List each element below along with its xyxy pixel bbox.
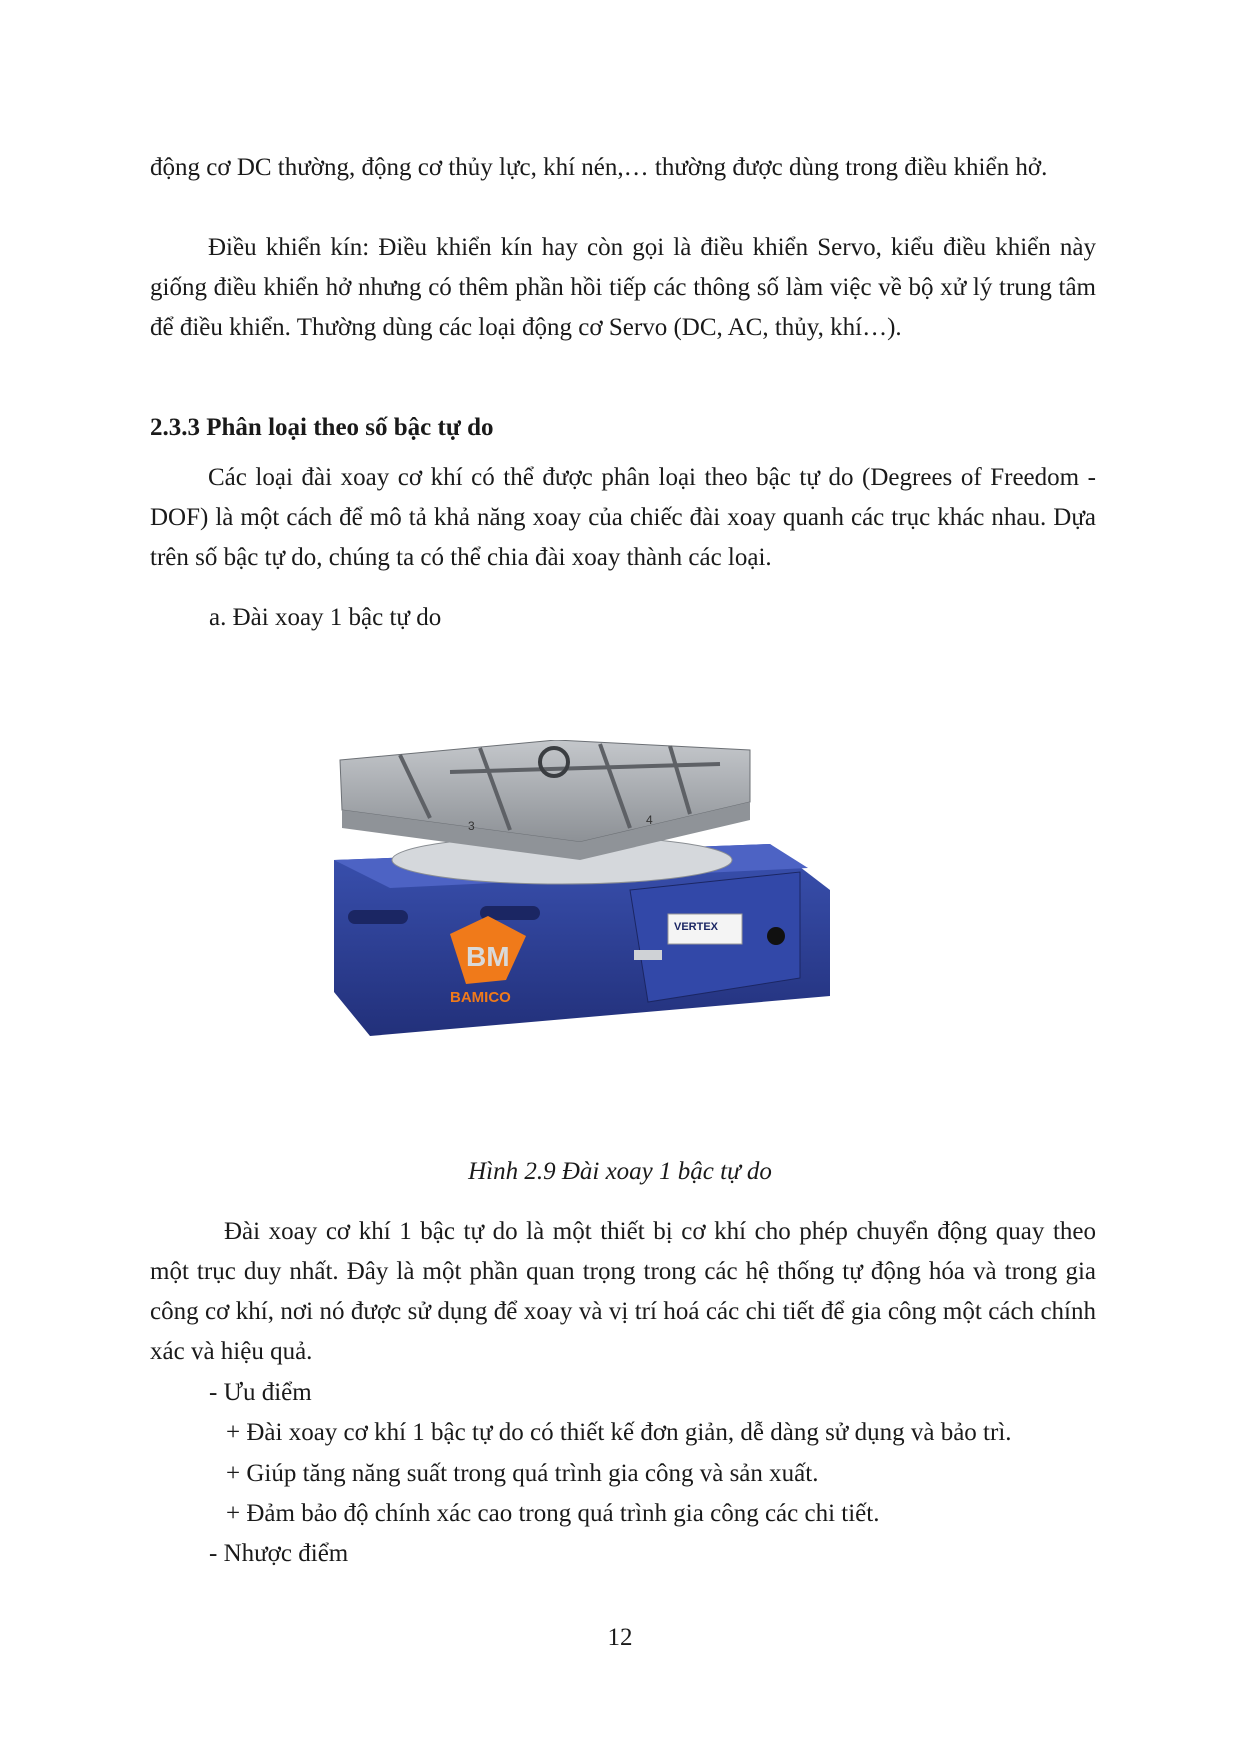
closed-loop-paragraph-block [150,228,1096,348]
rotary-table-figure [330,740,900,1040]
subheading-a: a. Đài xoay 1 bậc tự do [209,604,442,631]
dof-paragraph-block [150,458,1096,578]
advantage-item-2: + Giúp tăng năng suất trong quá trình gia công và sản xuất. [226,1460,819,1487]
page-number: 12 [607,1624,633,1651]
intro-paragraph-block [150,148,1096,188]
air-fitting [634,950,662,960]
slot-marker-4: 4 [646,813,653,827]
section-heading: 2.3.3 Phân loại theo số bậc tự do [150,414,494,441]
disadvantages-label: - Nhược điểm [209,1540,349,1567]
advantage-item-1: + Đài xoay cơ khí 1 bậc tự do có thiết kế đơn giản, dễ dàng sử dụng và bảo trì. [226,1419,1012,1446]
description-paragraph: Đài xoay cơ khí 1 bậc tự do là một thiết bị cơ khí cho phép chuyển động quay theo một trục duy nhất. Đây là một phần quan trọng trong các hệ thống tự động hóa và trong gia công cơ khí, nơi nó được sử dụng để xoay và vị trí hoá các chi tiết để gia công một cách chính xác và hiệu quả. [150,1218,1096,1365]
base-slot-left [348,910,408,924]
dof-paragraph: Các loại đài xoay cơ khí có thể được phân loại theo bậc tự do (Degrees of Freedom - DOF) là một cách để mô tả khả năng xoay của chiếc đài xoay quanh các trục khác nhau. Dựa trên số bậc tự do, chúng ta có thể chia đài xoay thành các loại. [150,464,1096,571]
description-paragraph-block [150,1212,1096,1372]
figure-caption: Hình 2.9 Đài xoay 1 bậc tự do [468,1158,772,1185]
vertex-label: VERTEX [674,921,719,933]
bamico-logo-letters: BM [466,941,510,972]
bamico-watermark: BAMICO [450,989,511,1006]
intro-paragraph: động cơ DC thường, động cơ thủy lực, khí nén,… thường được dùng trong điều khiển hở. [150,154,1048,181]
advantage-item-3: + Đảm bảo độ chính xác cao trong quá trình gia công các chi tiết. [226,1500,880,1527]
slot-marker-3: 3 [468,819,475,833]
locking-knob [767,927,785,945]
closed-loop-paragraph: Điều khiển kín: Điều khiển kín hay còn gọi là điều khiển Servo, kiểu điều khiển này giống điều khiển hở nhưng có thêm phần hồi tiếp các thông số làm việc về bộ xử lý trung tâm để điều khiển. Thường dùng các loại động cơ Servo (DC, AC, thủy, khí…). [150,234,1096,341]
advantages-label: - Ưu điểm [209,1379,312,1406]
